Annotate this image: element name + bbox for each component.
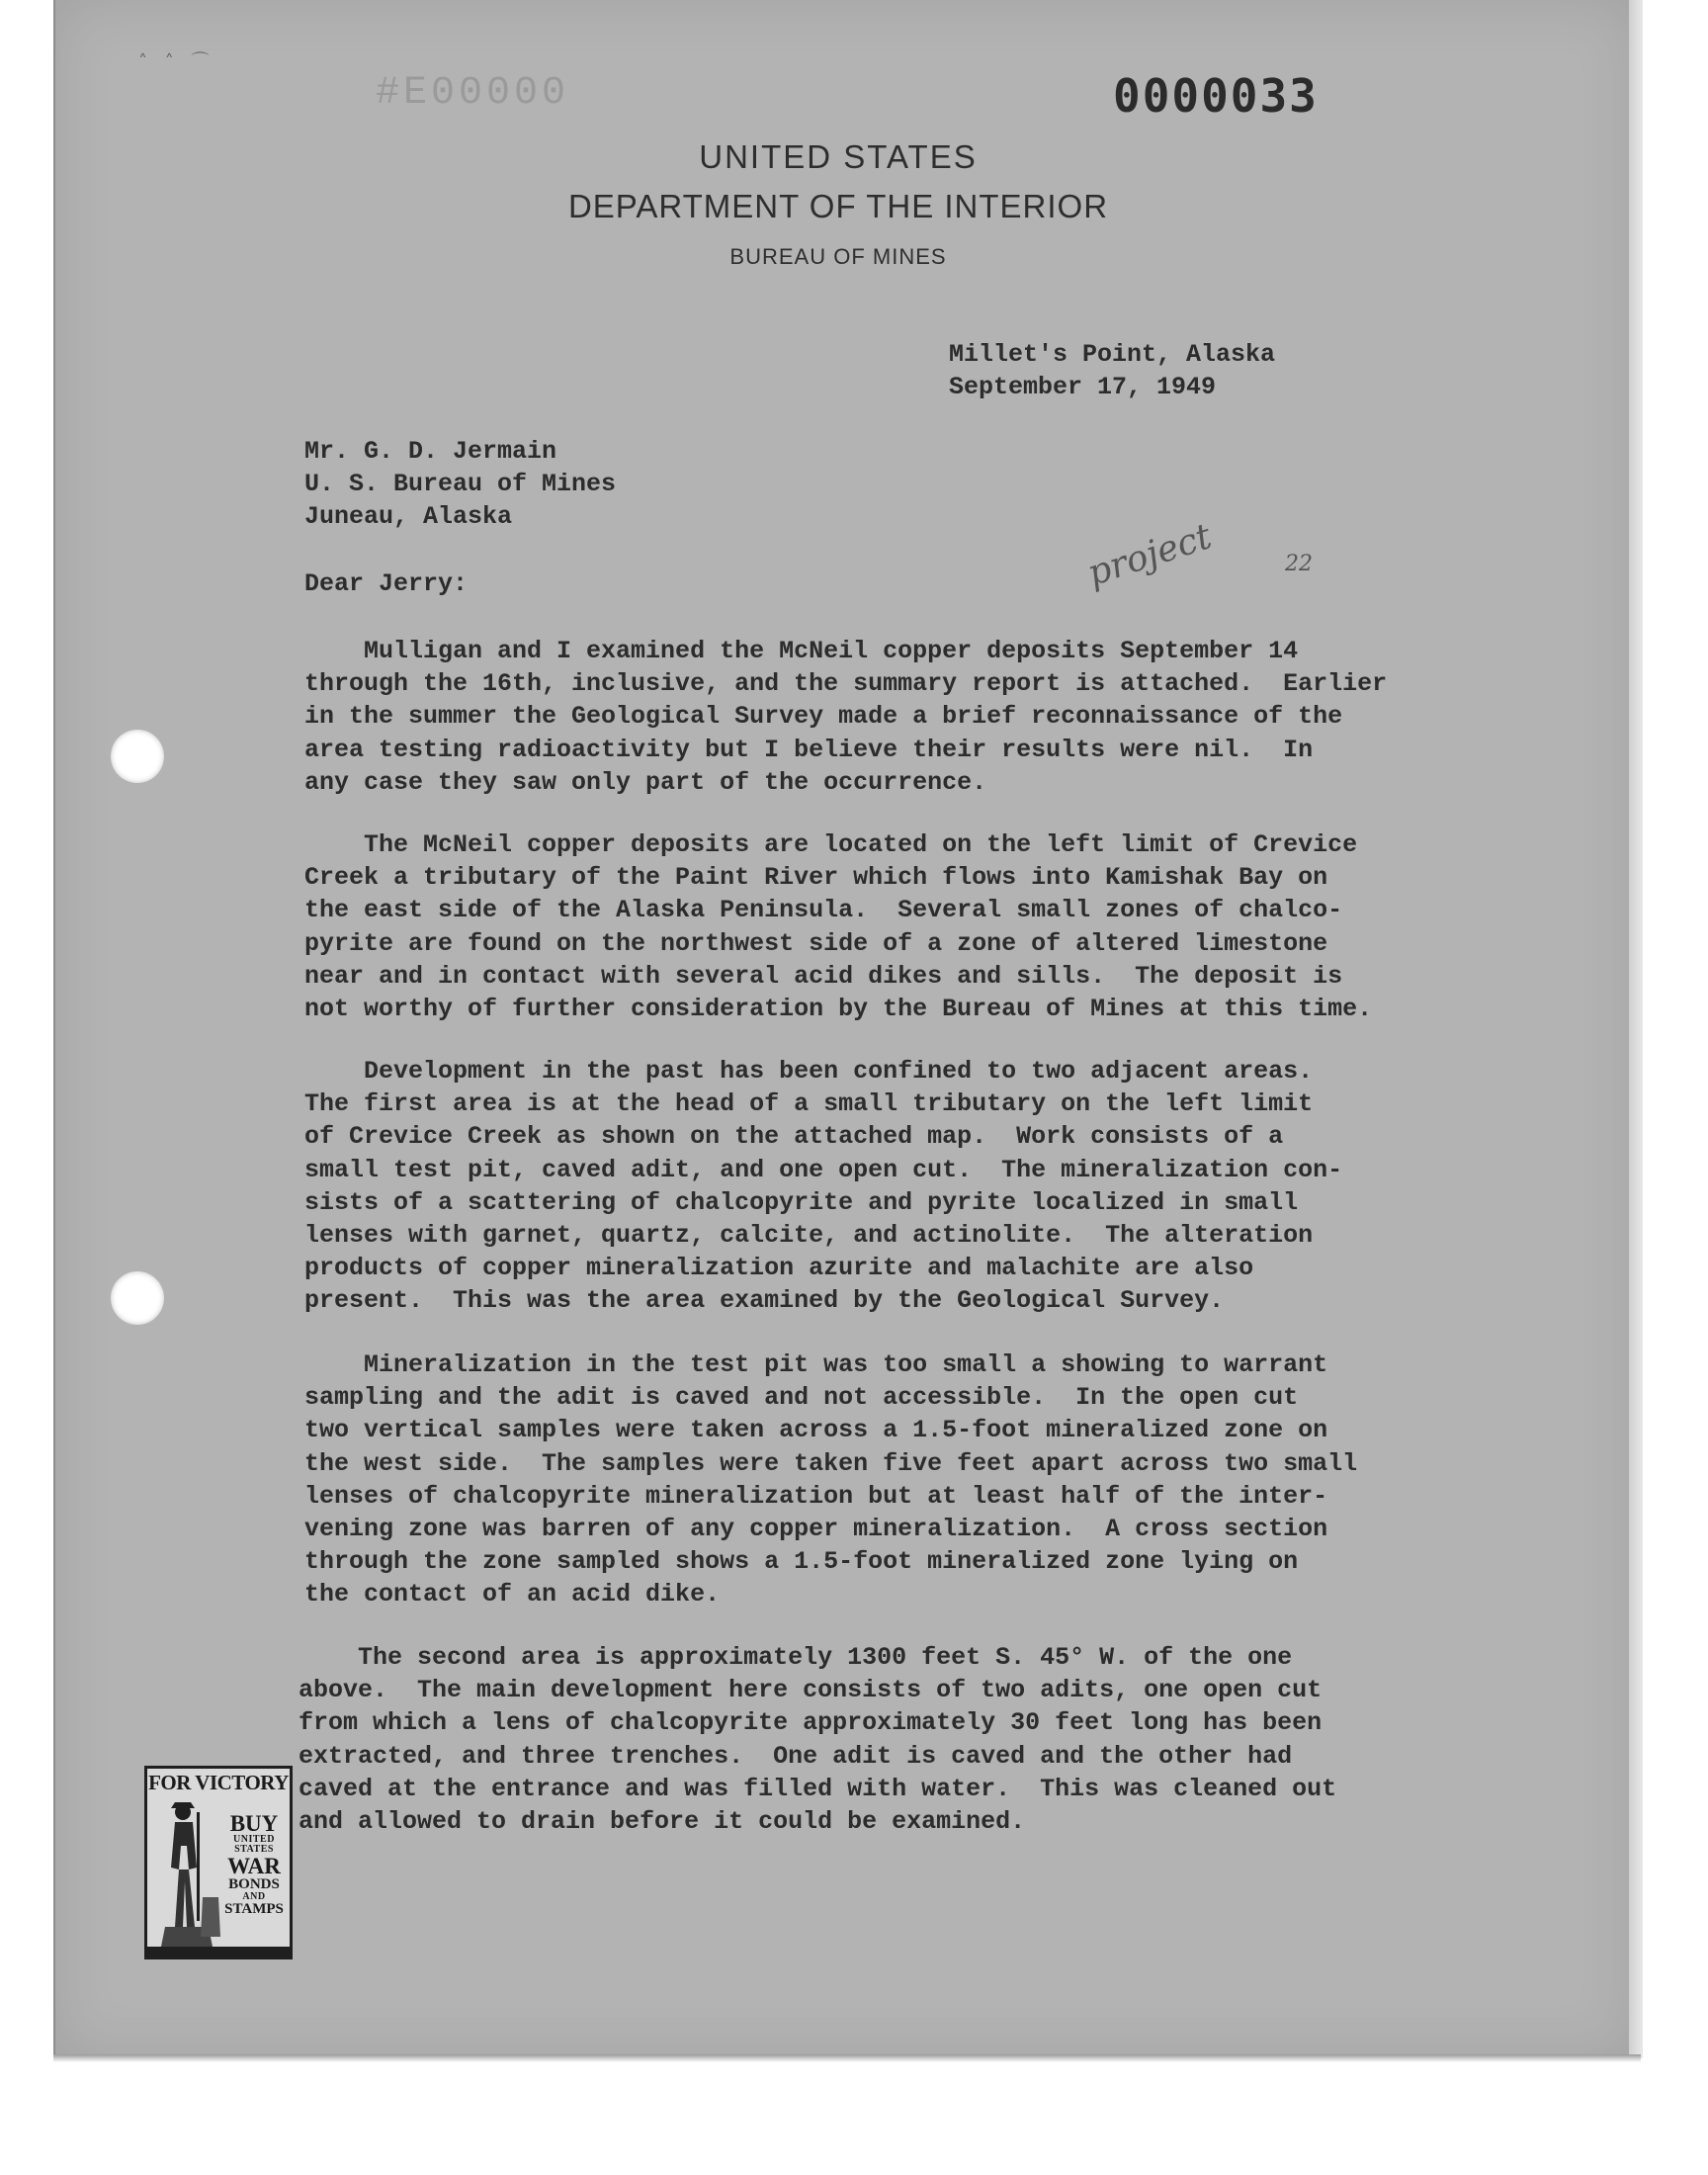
stamp-stamps: STAMPS: [224, 1901, 284, 1917]
handwritten-number: 22: [1285, 552, 1313, 576]
paragraph-line: of Crevice Creek as shown on the attached map. Work consists of a: [304, 1122, 1284, 1152]
paragraph-line: the contact of an acid dike.: [304, 1580, 721, 1610]
punch-hole-icon: [111, 1271, 164, 1325]
paragraph-line: above. The main development here consists of two adits, one open cut: [299, 1676, 1323, 1705]
paragraph-line: lenses with garnet, quartz, calcite, and actinolite. The alteration: [304, 1221, 1314, 1251]
stamp-states: STATES: [234, 1844, 274, 1855]
handwritten-note: project: [1082, 516, 1217, 594]
paragraph-line: vening zone was barren of any copper mineralization. A cross section: [304, 1515, 1328, 1544]
letterhead-line-3: BUREAU OF MINES: [729, 244, 947, 269]
paragraph-line: Mineralization in the test pit was too small a showing to warrant: [304, 1350, 1328, 1379]
body-paragraph: [304, 828, 1372, 1025]
salutation: Dear Jerry:: [304, 569, 469, 598]
paragraph-line: The first area is at the head of a small tributary on the left limit: [304, 1089, 1314, 1119]
recipient-org: U. S. Bureau of Mines: [304, 470, 617, 498]
letterhead-line-2: DEPARTMENT OF THE INTERIOR: [567, 188, 1109, 224]
document-number: 0000033: [1113, 69, 1319, 123]
paragraph-line: Development in the past has been confined to two adjacent areas.: [304, 1057, 1314, 1086]
stamp-and: AND: [242, 1891, 266, 1902]
letter-date: September 17, 1949: [949, 373, 1217, 401]
paragraph-line: caved at the entrance and was filled with water. This was cleaned out: [299, 1774, 1337, 1803]
paragraph-line: any case they saw only part of the occurrence.: [304, 767, 987, 797]
paragraph-line: area testing radioactivity but I believe their results were nil. In: [304, 735, 1314, 764]
paragraph-line: Creek a tributary of the Paint River which flows into Kamishak Bay on: [304, 863, 1328, 893]
stamp-text: [216, 1812, 292, 1917]
paragraph-line: extracted, and three trenches. One adit is caved and the other had: [299, 1741, 1293, 1771]
paragraph-line: not worthy of further consideration by the Bureau of Mines at this time.: [304, 995, 1373, 1024]
body-paragraph: [304, 1055, 1342, 1318]
paragraph-line: near and in contact with several acid dikes and sills. The deposit is: [304, 961, 1343, 991]
stamp-bonds: BONDS: [228, 1876, 280, 1892]
paragraph-line: pyrite are found on the northwest side of a zone of altered limestone: [304, 928, 1328, 958]
recipient-city: Juneau, Alaska: [304, 502, 513, 531]
paragraph-line: products of copper mineralization azurite and malachite are also: [304, 1254, 1254, 1283]
paragraph-line: through the 16th, inclusive, and the summary report is attached. Earlier: [304, 669, 1388, 699]
body-paragraph: [304, 1348, 1357, 1611]
paragraph-line: The second area is approximately 1300 feet S. 45° W. of the one: [299, 1643, 1293, 1672]
body-paragraph: [299, 1641, 1336, 1838]
letterhead-line-1: UNITED STATES: [699, 138, 978, 175]
paragraph-line: the west side. The samples were taken five feet apart across two small: [304, 1448, 1358, 1478]
sheet-bottom-edge: [53, 2054, 1641, 2062]
stamp-buy: BUY: [229, 1811, 279, 1836]
stamp-war: WAR: [227, 1854, 281, 1878]
sheet-edge: [1629, 0, 1643, 2058]
stamp-base: [147, 1947, 290, 1957]
paragraph-line: the east side of the Alaska Peninsula. Several small zones of chalco-: [304, 896, 1343, 925]
paragraph-line: lenses of chalcopyrite mineralization but at least half of the inter-: [304, 1481, 1328, 1511]
paragraph-line: sampling and the adit is caved and not accessible. In the open cut: [304, 1383, 1299, 1413]
margin-marks: ˄ ˄ ⌒: [138, 51, 215, 72]
paragraph-line: two vertical samples were taken across a 1.5-foot mineralized zone on: [304, 1416, 1328, 1445]
paragraph-line: present. This was the area examined by the Geological Survey.: [304, 1286, 1225, 1316]
paragraph-line: The McNeil copper deposits are located on the left limit of Crevice: [304, 830, 1358, 859]
letter-place: Millet's Point, Alaska: [949, 340, 1276, 369]
war-bonds-stamp: [144, 1766, 293, 1959]
body-paragraph: [304, 635, 1387, 799]
recipient-name: Mr. G. D. Jermain: [304, 437, 557, 466]
paragraph-line: Mulligan and I examined the McNeil copper deposits September 14: [304, 637, 1299, 665]
faded-serial-number: #E00000: [376, 71, 570, 116]
paragraph-line: and allowed to drain before it could be examined.: [299, 1807, 1026, 1837]
stamp-heading: FOR VICTORY: [148, 1771, 289, 1794]
minuteman-figure-icon: [153, 1798, 224, 1957]
paragraph-line: through the zone sampled shows a 1.5-foot mineralized zone lying on: [304, 1547, 1299, 1577]
punch-hole-icon: [111, 730, 164, 783]
paragraph-line: sists of a scattering of chalcopyrite and pyrite localized in small: [304, 1187, 1299, 1217]
paragraph-line: in the summer the Geological Survey made a brief reconnaissance of the: [304, 702, 1343, 732]
stamp-united: UNITED: [233, 1834, 275, 1845]
paragraph-line: from which a lens of chalcopyrite approximately 30 feet long has been: [299, 1708, 1323, 1738]
paragraph-line: small test pit, caved adit, and one open cut. The mineralization con-: [304, 1155, 1343, 1184]
